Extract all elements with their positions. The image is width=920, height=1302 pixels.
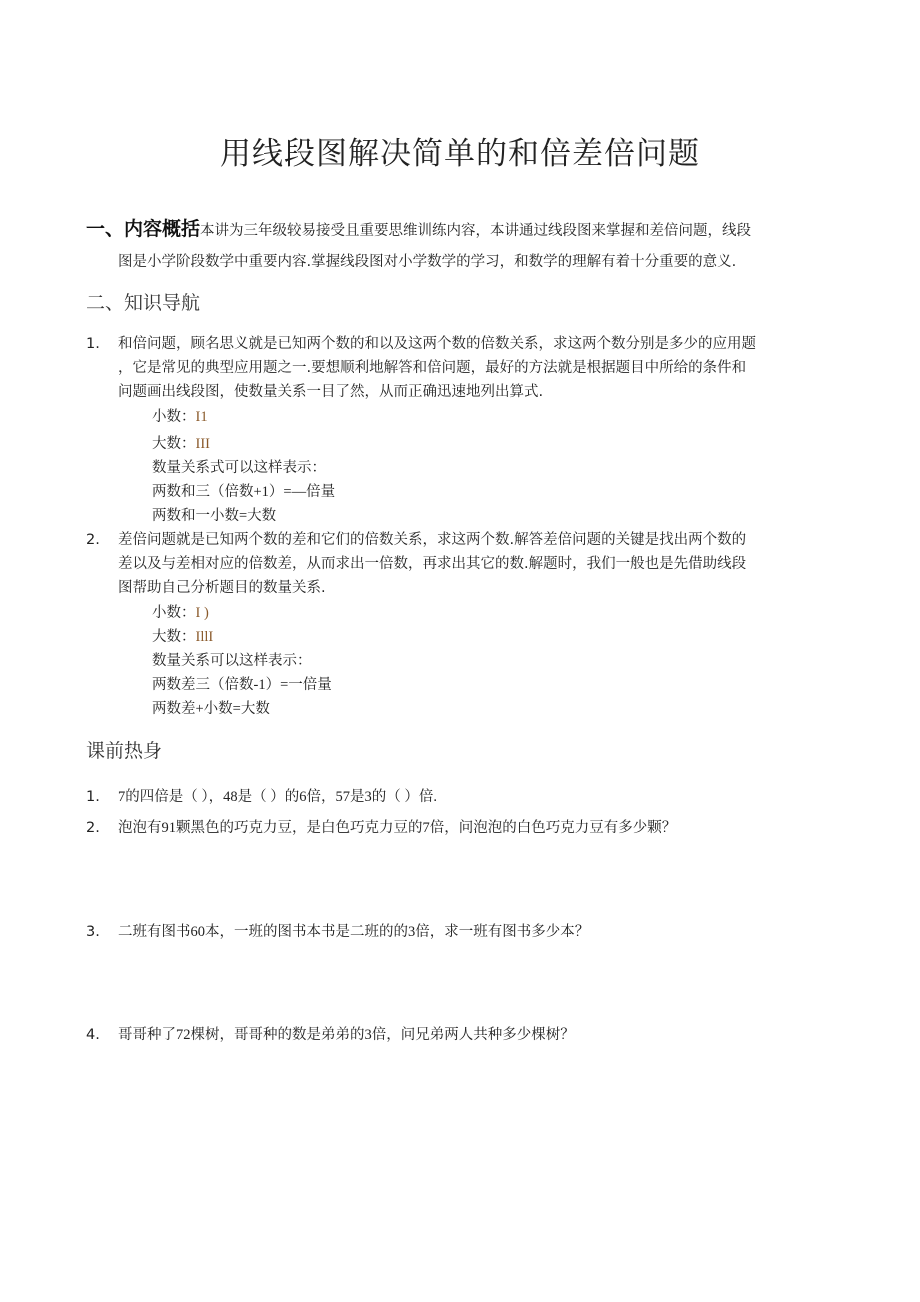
section-overview-line-1: 本讲为三年级较易接受且重要思维训练内容，本讲通过线段图来掌握和差倍问题，线段 — [200, 223, 752, 239]
knowledge-item-2-formula-1: 两数差三（倍数-1）=一倍量 — [152, 677, 332, 693]
knowledge-item-1-line-2: ，它是常见的典型应用题之一.要想顺利地解答和倍问题，最好的方法就是根据题目中所给的条件和 — [118, 360, 747, 376]
knowledge-item-1-formula-2: 两数和一小数=大数 — [152, 508, 277, 524]
knowledge-item-2-line-3: 图帮助自己分析题目的数量关系. — [118, 580, 326, 596]
big-number-segment: IllI — [195, 629, 214, 645]
knowledge-item-1-small — [152, 405, 208, 429]
section-warmup-heading: 课前热身 — [86, 740, 163, 762]
knowledge-item-2-big — [152, 625, 213, 649]
warmup-item-2-number: 2. — [86, 820, 100, 836]
knowledge-item-1-line-1: 和倍问题，顾名思义就是已知两个数的和以及这两个数的倍数关系，求这两个数分别是多少的应用题 — [118, 336, 756, 352]
warmup-item-1-number: 1. — [86, 789, 100, 805]
warmup-item-2-text: 泡泡有91颗黑色的巧克力豆，是白色巧克力豆的7倍，问泡泡的白色巧克力豆有多少颗？ — [118, 820, 677, 836]
knowledge-item-2-number: 2. — [86, 532, 100, 548]
knowledge-item-1-number: 1. — [86, 336, 100, 352]
small-number-segment: I ) — [195, 605, 209, 621]
knowledge-item-1-formula-1: 两数和三（倍数+1）=—倍量 — [152, 484, 336, 500]
section-knowledge-heading: 二、知识导航 — [86, 292, 201, 314]
section-overview-heading: 一、内容概括 — [86, 218, 201, 240]
knowledge-item-1-line-3: 问题画出线段图，使数量关系一目了然，从而正确迅速地列出算式. — [118, 384, 544, 400]
warmup-item-4-number: 4. — [86, 1027, 100, 1043]
big-number-label: 大数： — [152, 629, 196, 645]
big-number-segment: III — [195, 436, 210, 452]
warmup-item-3-number: 3. — [86, 924, 100, 940]
small-number-segment: I1 — [195, 409, 208, 425]
big-number-label: 大数： — [152, 436, 196, 452]
page-title: 用线段图解决简单的和倍差倍问题 — [220, 136, 700, 172]
section-overview — [86, 214, 751, 241]
warmup-item-1-text: 7的四倍是（ ），48是（ ）的6倍，57是3的（ ）倍. — [118, 789, 437, 805]
small-number-label: 小数： — [152, 409, 196, 425]
warmup-item-3-text: 二班有图书60本，一班的图书本书是二班的的3倍，求一班有图书多少本？ — [118, 924, 590, 940]
knowledge-item-2-small — [152, 601, 209, 625]
section-overview-line-2: 图是小学阶段数学中重要内容.掌握线段图对小学数学的学习，和数学的理解有着十分重要的意义. — [118, 254, 737, 270]
knowledge-item-1-relation-intro: 数量关系式可以这样表示： — [152, 460, 326, 476]
knowledge-item-2-line-2: 差以及与差相对应的倍数差，从而求出一倍数，再求出其它的数.解题时，我们一般也是先借助线段 — [118, 556, 747, 572]
knowledge-item-2-formula-2: 两数差+小数=大数 — [152, 701, 270, 717]
knowledge-item-1-big — [152, 432, 210, 456]
warmup-item-4-text: 哥哥种了72棵树，哥哥种的数是弟弟的3倍，问兄弟两人共种多少棵树？ — [118, 1027, 575, 1043]
small-number-label: 小数： — [152, 605, 196, 621]
knowledge-item-2-line-1: 差倍问题就是已知两个数的差和它们的倍数关系，求这两个数.解答差倍问题的关键是找出两个数的 — [118, 532, 747, 548]
knowledge-item-2-relation-intro: 数量关系可以这样表示： — [152, 653, 312, 669]
